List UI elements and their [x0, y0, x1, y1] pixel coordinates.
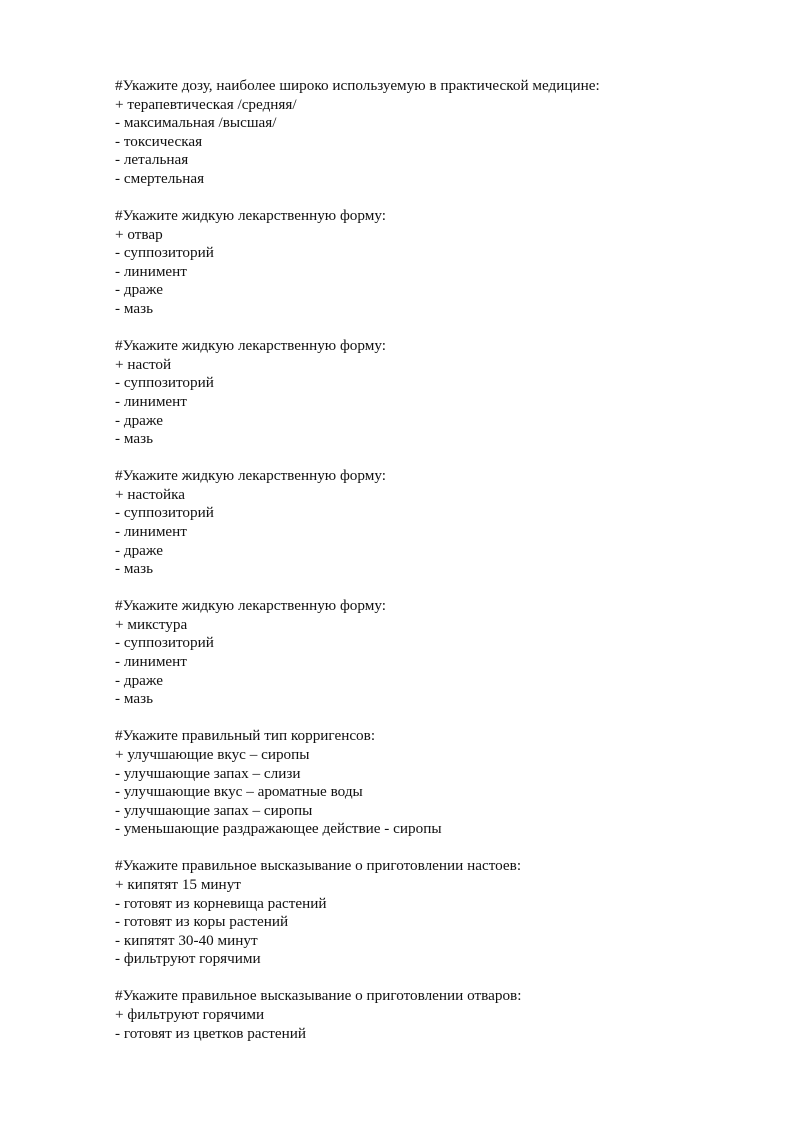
answer-option: - суппозиторий — [115, 374, 214, 392]
answer-option: - улучшающие запах – сиропы — [115, 801, 313, 819]
question-prompt: #Укажите жидкую лекарственную форму: — [115, 207, 386, 225]
answer-option: - токсическая — [115, 132, 203, 150]
answer-option: - суппозиторий — [115, 244, 214, 262]
answer-option: - мазь — [115, 690, 154, 708]
question-block — [115, 207, 775, 319]
question-block — [115, 77, 775, 189]
answer-option-correct: + микстура — [115, 615, 188, 633]
answer-option: - суппозиторий — [115, 504, 214, 522]
answer-option: - максимальная /высшая/ — [115, 114, 277, 132]
question-block — [115, 467, 775, 579]
answer-option: - мазь — [115, 300, 154, 318]
answer-option: - мазь — [115, 430, 154, 448]
answer-option-correct: + настой — [115, 355, 172, 373]
question-prompt: #Укажите дозу, наиболее широко используемую в практической медицине: — [115, 77, 600, 94]
answer-option-correct: + отвар — [115, 225, 163, 243]
question-prompt: #Укажите жидкую лекарственную форму: — [115, 337, 386, 355]
question-block — [115, 337, 775, 449]
answer-option: - фильтруют горячими — [115, 950, 261, 968]
answer-option: - линимент — [115, 262, 187, 280]
answer-option: - кипятят 30-40 минут — [115, 931, 258, 949]
question-block — [115, 857, 775, 969]
answer-option: - драже — [115, 671, 163, 689]
document-page — [115, 77, 775, 1062]
answer-option: - смертельная — [115, 169, 205, 187]
question-block — [115, 727, 775, 839]
question-prompt: #Укажите правильное высказывание о приготовлении отваров: — [115, 987, 522, 1005]
answer-option: - линимент — [115, 653, 187, 671]
answer-option: - суппозиторий — [115, 634, 214, 652]
answer-option: - улучшающие запах – слизи — [115, 764, 301, 782]
answer-option-correct: + терапевтическая /средняя/ — [115, 95, 297, 113]
answer-option: - летальная — [115, 151, 189, 169]
question-block — [115, 597, 775, 709]
answer-option: - улучшающие вкус – ароматные воды — [115, 783, 363, 801]
answer-option-correct: + кипятят 15 минут — [115, 875, 241, 893]
answer-option: - мазь — [115, 560, 154, 578]
answer-option: - линимент — [115, 392, 187, 410]
answer-option: - драже — [115, 281, 163, 299]
answer-option: - драже — [115, 411, 163, 429]
question-prompt: #Укажите жидкую лекарственную форму: — [115, 597, 386, 615]
answer-option: - драже — [115, 541, 163, 559]
answer-option-correct: + фильтруют горячими — [115, 1006, 265, 1024]
question-prompt: #Укажите правильный тип корригенсов: — [115, 727, 376, 745]
answer-option: - уменьшающие раздражающее действие - сиропы — [115, 820, 442, 838]
answer-option-correct: + улучшающие вкус – сиропы — [115, 745, 310, 763]
answer-option-correct: + настойка — [115, 485, 186, 503]
answer-option: - линимент — [115, 522, 187, 540]
question-prompt: #Укажите жидкую лекарственную форму: — [115, 467, 386, 485]
answer-option: - готовят из коры растений — [115, 913, 289, 931]
question-block — [115, 987, 775, 1043]
answer-option: - готовят из корневища растений — [115, 894, 327, 912]
answer-option: - готовят из цветков растений — [115, 1024, 307, 1042]
question-prompt: #Укажите правильное высказывание о приготовлении настоев: — [115, 857, 522, 875]
